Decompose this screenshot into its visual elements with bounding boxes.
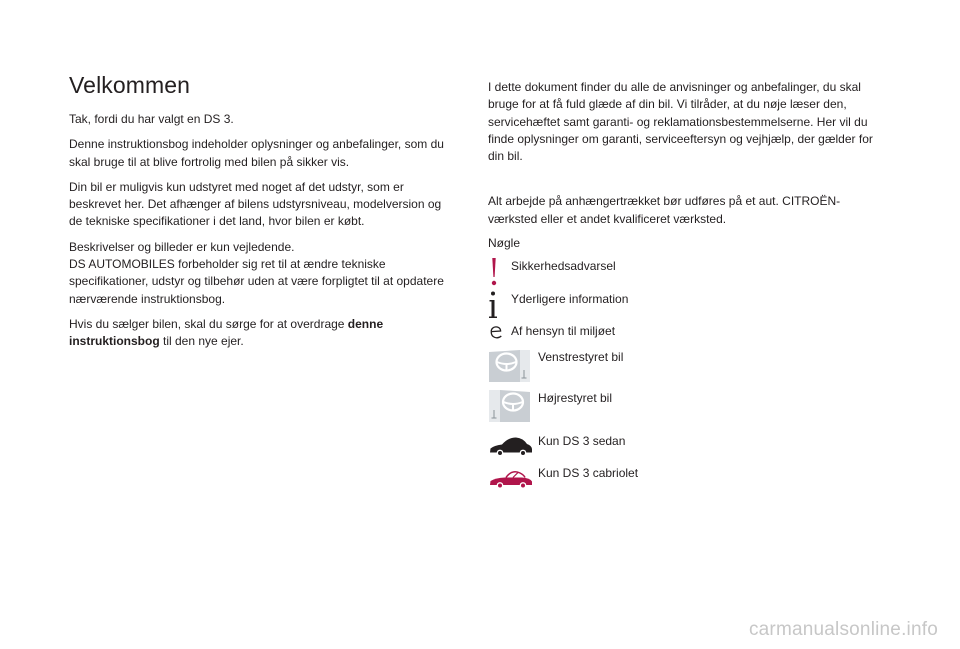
disclaimer-line-1: Beskrivelser og billeder er kun vejledende. [69,239,295,254]
info-icon [486,290,500,320]
watermark: carmanualsonline.info [748,619,938,640]
legend-label-right-hand-drive: Højrestyret bil [538,391,613,405]
legend-label-cabriolet: Kun DS 3 cabriolet [538,466,639,480]
right-column [488,79,888,228]
disclaimer-line-2: DS AUTOMOBILES forbeholder sig ret til at ændre tekniske specifikationer, udstyr og tilbehør uden at være forpligtet til at opdatere nærværende instruktionsbog. [69,257,444,306]
sedan-icon [489,434,533,458]
right-hand-drive-icon [489,389,531,423]
legend-label-safety-warning: Sikkerhedsadvarsel [511,259,616,273]
legend-label-sedan: Kun DS 3 sedan [538,434,626,448]
resale-text-pre: Hvis du sælger bilen, skal du sørge for at overdrage [69,316,348,331]
environment-icon [488,321,504,343]
page-title: Velkommen [69,72,191,98]
left-column [69,111,454,359]
resale-text-post: til den nye ejer. [159,334,244,349]
disclaimer-paragraph [69,239,454,308]
thanks-paragraph: Tak, fordi du har valgt en DS 3. [69,112,234,126]
cabriolet-icon [489,466,533,490]
resale-paragraph [69,316,454,351]
legend-label-additional-info: Yderligere information [511,292,629,306]
document-info-paragraph: I dette dokument finder du alle de anvisninger og anbefalinger, du skal bruge for at få fuld glæde af din bil. Vi tilråder, at du nøje læser den, servicehæftet samt garanti- og reklamationsbestemmelserne. Her vil du finde oplysninger om garanti, serviceeftersyn og vejhjælp, der gælder for din bil. [488,80,873,164]
equipment-paragraph: Din bil er muligvis kun udstyret med noget af det udstyr, som er beskrevet her. Det afhænger af bilens udstyrsniveau, modelversion og de tekniske specifikationer i det land, hvor bilen er købt. [69,179,442,229]
legend-title: Nøgle [488,236,521,250]
legend-label-left-hand-drive: Venstrestyret bil [538,350,624,364]
resale-text-bold: denne instruktionsbog [69,316,384,349]
intro-paragraph: Denne instruktionsbog indeholder oplysninger og anbefalinger, som du skal bruge til at blive fortrolig med bilen på sikker vis. [69,137,444,169]
legend-label-environment: Af hensyn til miljøet [511,324,616,338]
exclamation-icon [489,257,499,287]
towbar-paragraph: Alt arbejde på anhængertrækket bør udføres på et aut. CITROËN-værksted eller et andet kvalificeret værksted. [488,194,841,226]
left-hand-drive-icon [489,349,531,383]
